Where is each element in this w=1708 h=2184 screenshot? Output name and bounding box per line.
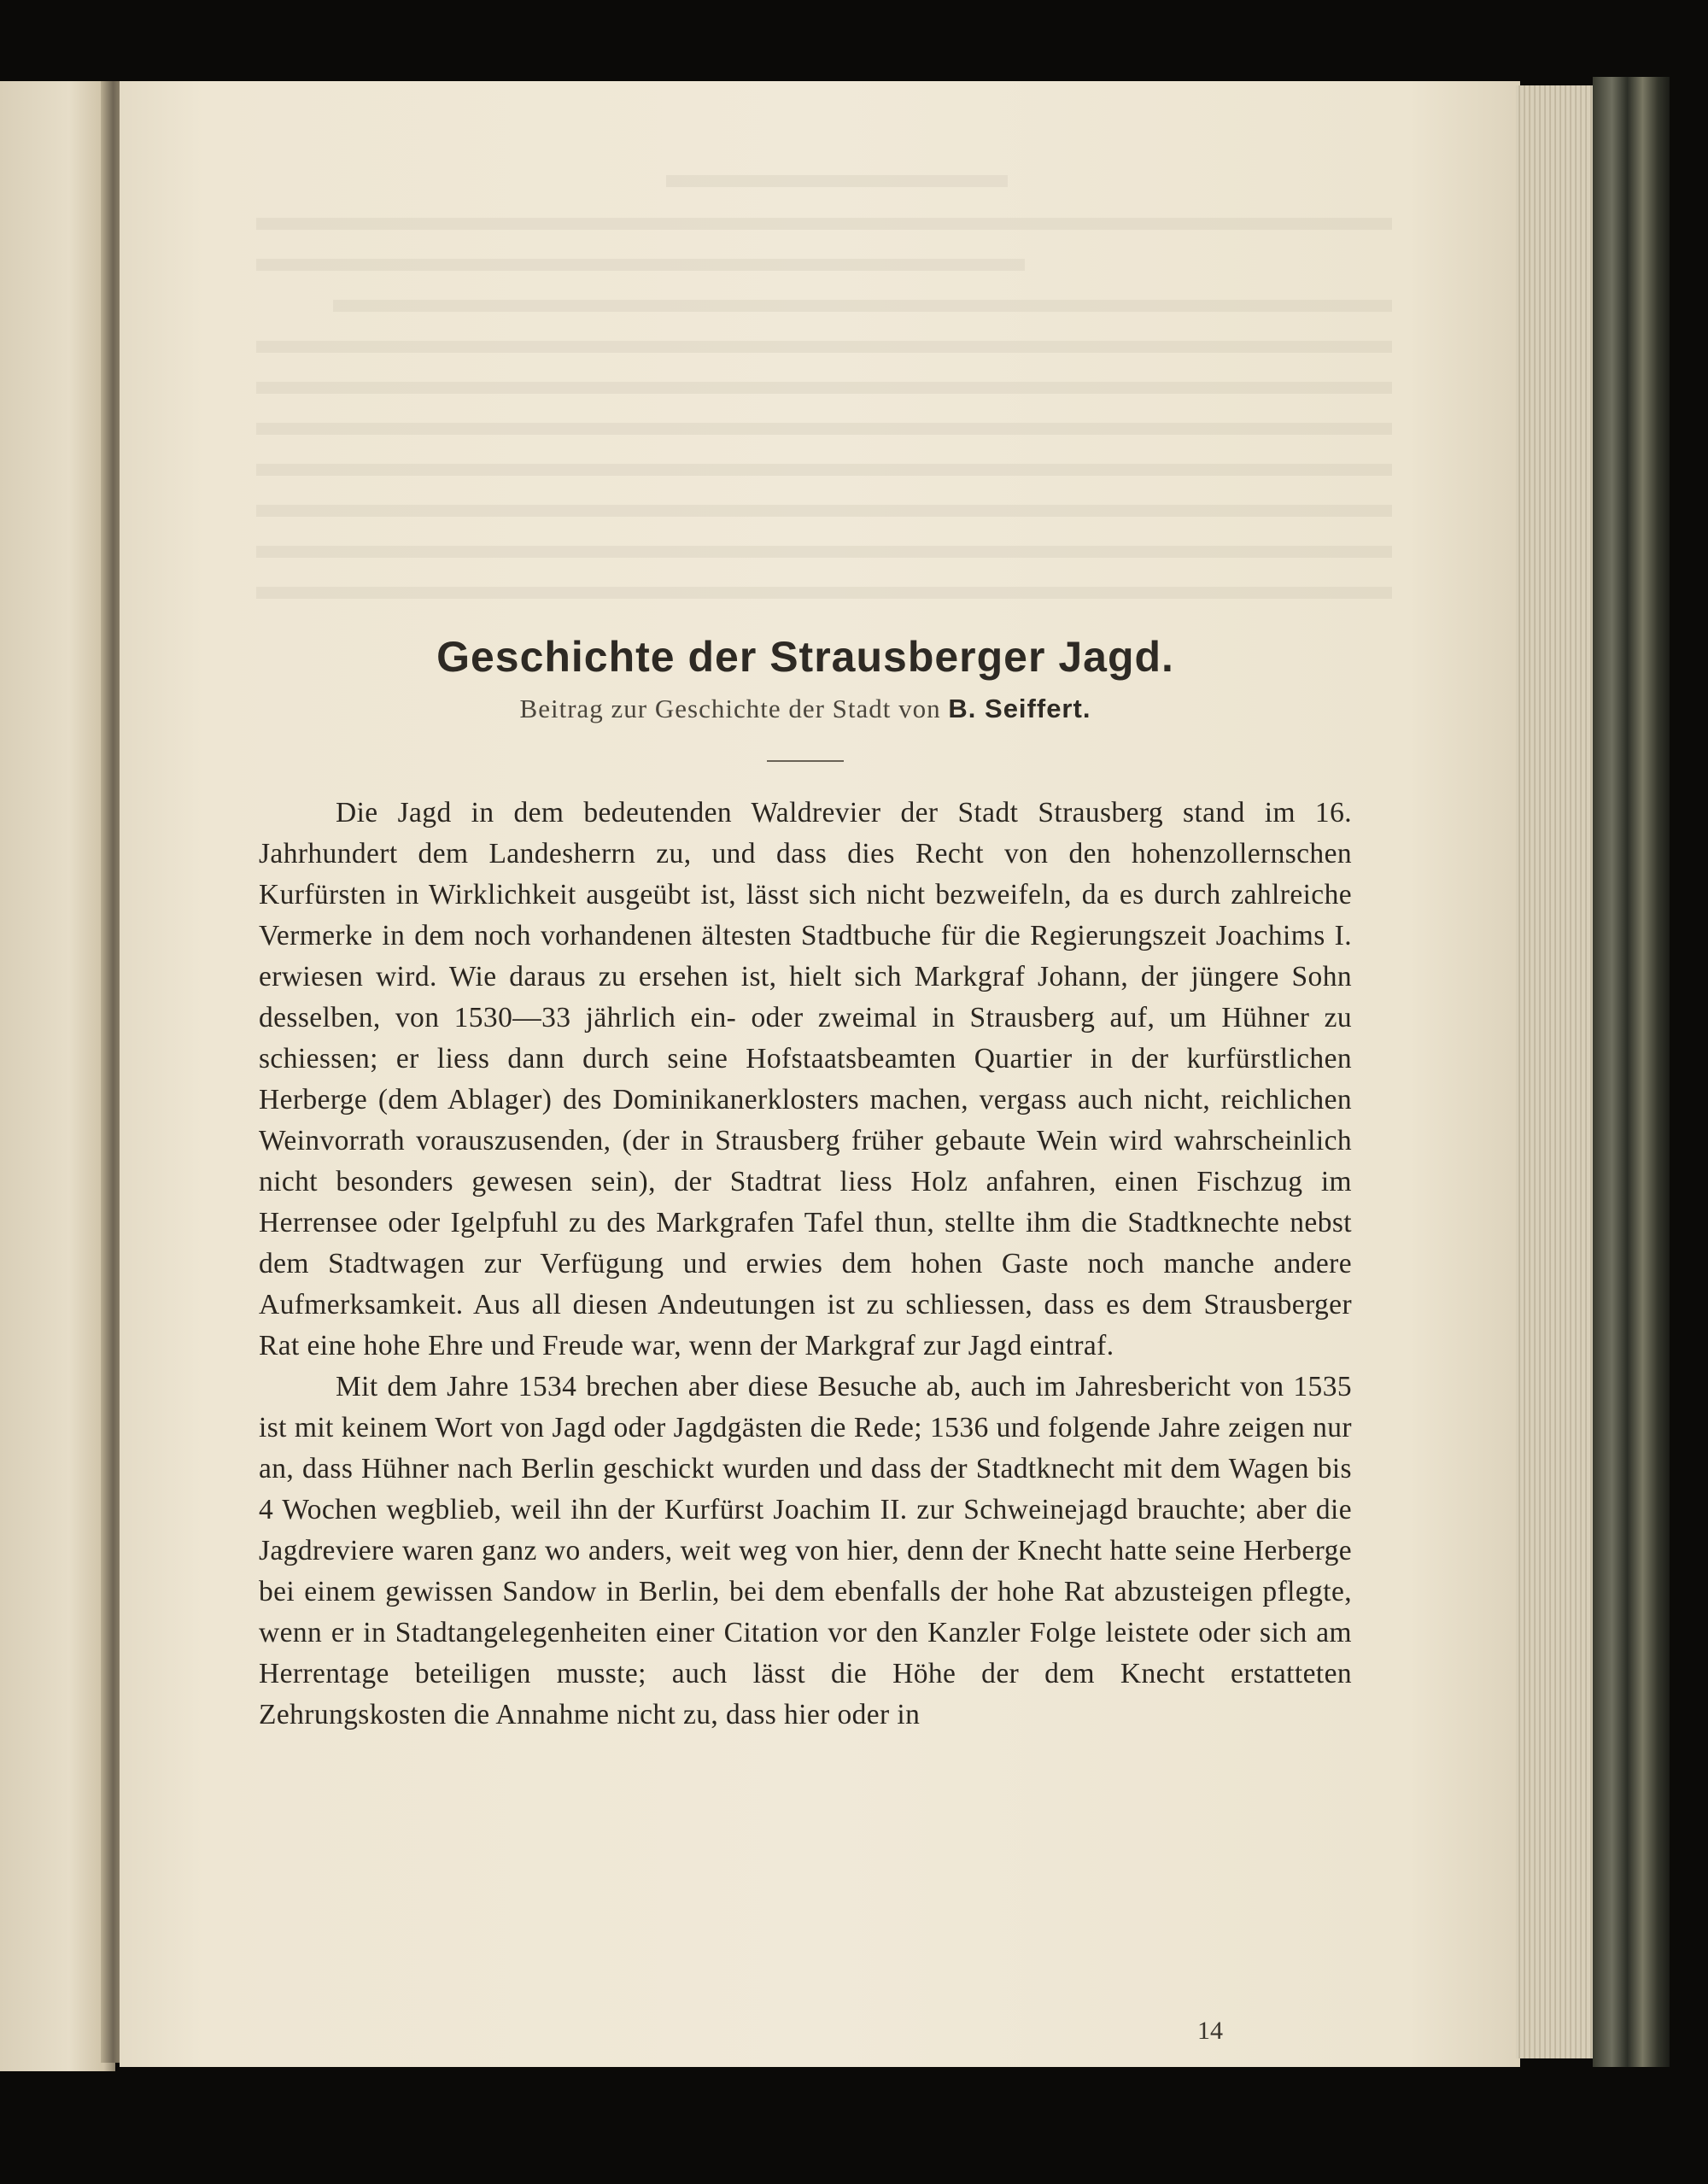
page-edges (1516, 85, 1601, 2058)
paragraph-2: Mit dem Jahre 1534 brechen aber diese Besuche ab, auch im Jahresbericht von 1535 ist mit keinem Wort von Jagd oder Jagdgästen die Rede; 1536 und folgende Jahre zeigen nur an, dass Hühner nach Berlin geschickt wurden und dass der Stadtknecht mit dem Wagen bis 4 Wochen wegblieb, weil ihn der Kurfürst Joachim II. zur Schweinejagd brauchte; aber die Jagdreviere waren ganz wo anders, weit weg von hier, denn der Knecht hatte seine Herberge bei einem gewissen Sandow in Berlin, bei dem ebenfalls der hohe Rat abzusteigen pflegte, wenn er in Stadtangelegenheiten einer Citation vor den Kanzler Folge leistete oder sich am Herrentage beteiligen musste; auch lässt die Höhe der dem Knecht erstatteten Zehrungskosten die Annahme nicht zu, dass hier oder in (259, 1371, 1352, 1730)
left-page (0, 81, 115, 2071)
author-name: B. Seiffert. (948, 694, 1091, 723)
article-title: Geschichte der Strausberger Jagd. (436, 633, 1174, 681)
subtitle-text: Beitrag zur Geschichte der Stadt von (519, 694, 941, 723)
paragraph-1: Die Jagd in dem bedeutenden Waldrevier der Stadt Strausberg stand im 16. Jahrhundert dem Landesherrn zu, und dass dies Recht von den hohenzollernschen Kurfürsten in Wirklichkeit ausgeübt ist, lässt sich nicht bezweifeln, da es durch zahlreiche Vermerke in dem noch vorhandenen ältesten Stadtbuche für die Regierungszeit Joachims I. erwiesen wird. Wie daraus zu ersehen ist, hielt sich Markgraf Johann, der jüngere Sohn desselben, von 1530—33 jährlich ein- oder zweimal in Strausberg auf, um Hühner zu schiessen; er liess dann durch seine Hofstaatsbeamten Quartier in der kurfürstlichen Herberge (dem Ablager) des Dominikanerklosters machen, vergass auch nicht, reichlichen Weinvorrath vorauszusenden, (der in Strausberg früher gebaute Wein wird wahrscheinlich nicht besonders gewesen sein), der Stadtrat liess Holz anfahren, einen Fischzug im Herrensee oder Igelpfuhl zu des Markgrafen Tafel thun, stellte ihm die Stadtknechte nebst dem Stadtwagen zur Verfügung und erwies dem hohen Gaste noch manche andere Aufmerksamkeit. Aus all diesen Andeutungen ist zu schliessen, dass es dem Strausberger Rat eine hohe Ehre und Freude war, wenn der Markgraf zur Jagd eintraf. (259, 797, 1352, 1361)
separator-rule (767, 760, 844, 762)
article-subtitle (259, 694, 1352, 724)
article (259, 632, 1352, 1736)
book-cover-edge (1593, 77, 1670, 2067)
page-number: 14 (1197, 2017, 1223, 2045)
